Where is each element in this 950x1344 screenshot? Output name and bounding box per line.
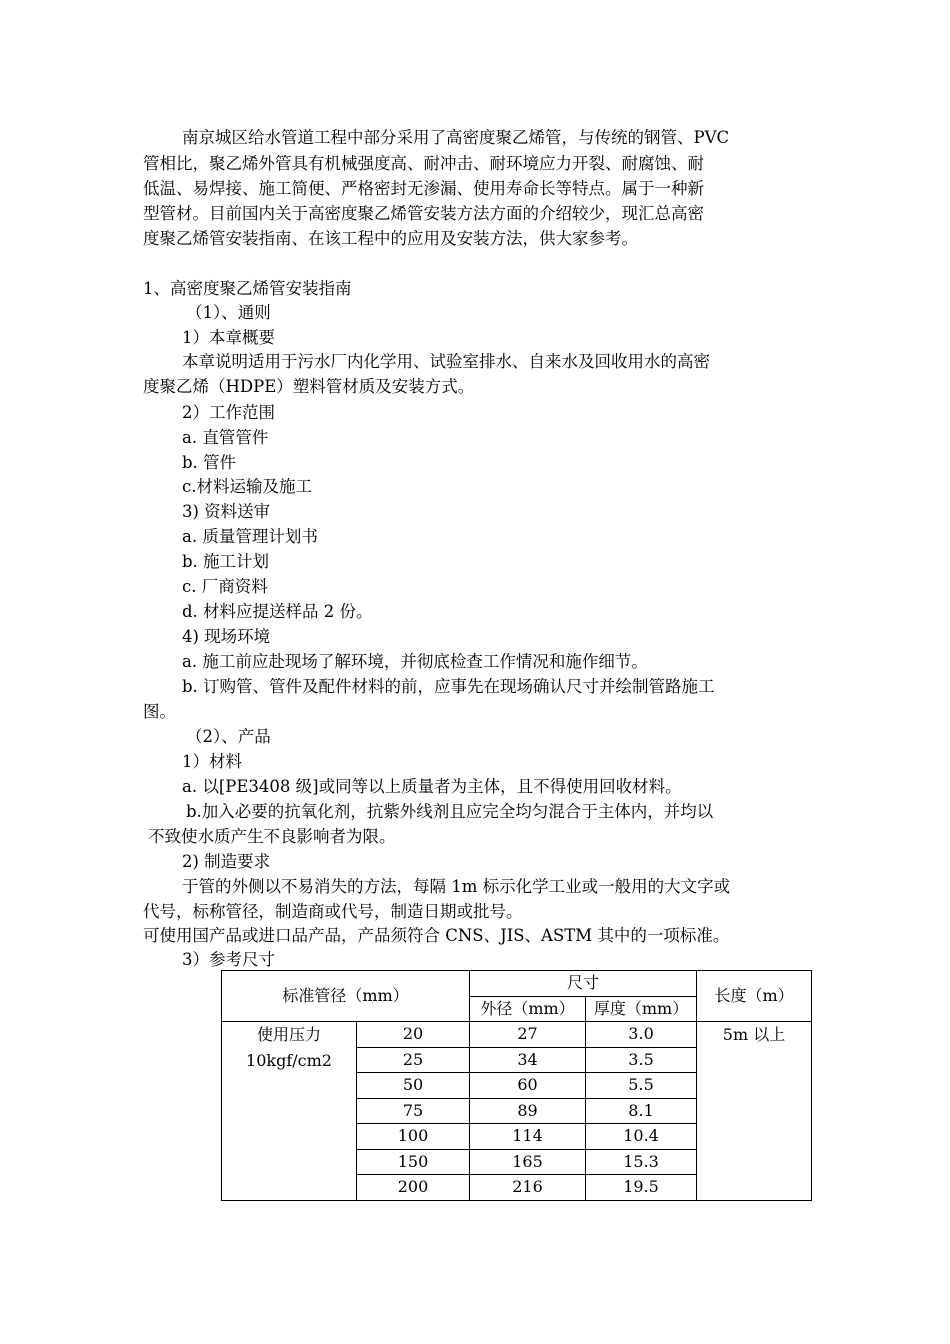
- cell-outer-diameter: 27: [470, 1022, 586, 1048]
- list-item: 不致使水质产生不良影响者为限。: [148, 827, 396, 846]
- cell-outer-diameter: 60: [470, 1073, 586, 1099]
- body-line: 代号，标称管径，制造商或代号，制造日期或批号。: [143, 902, 523, 921]
- item-heading: 3）参考尺寸: [182, 950, 275, 969]
- cell-outer-diameter: 34: [470, 1047, 586, 1073]
- intro-line: 度聚乙烯管安装指南、在该工程中的应用及安装方法，供大家参考。: [143, 229, 638, 248]
- list-item: d. 材料应提送样品 2 份。: [182, 602, 373, 621]
- intro-line: 低温、易焊接、施工简便、严格密封无渗漏、使用寿命长等特点。属于一种新: [143, 179, 704, 198]
- reference-size-table: [221, 970, 812, 1201]
- cell-thickness: 3.5: [586, 1047, 697, 1073]
- cell-nominal-diameter: 25: [357, 1047, 470, 1073]
- item-heading: 4) 现场环境: [182, 627, 271, 646]
- intro-line: 型管材。目前国内关于高密度聚乙烯管安装方法方面的介绍较少，现汇总高密: [143, 204, 704, 223]
- list-item: a. 施工前应赴现场了解环境，并彻底检查工作情况和施作细节。: [182, 652, 648, 671]
- cell-thickness: 5.5: [586, 1073, 697, 1099]
- list-item: a. 以[PE3408 级]或同等以上质量者为主体，且不得使用回收材料。: [182, 777, 682, 796]
- cell-nominal-diameter: 50: [357, 1073, 470, 1099]
- intro-line: 南京城区给水管道工程中部分采用了高密度聚乙烯管，与传统的钢管、PVC: [182, 128, 730, 147]
- cell-nominal-diameter: 100: [357, 1124, 470, 1150]
- body-line: 于管的外侧以不易消失的方法，每隔 1m 标示化学工业或一般用的大文字或: [182, 877, 731, 896]
- list-item: b. 管件: [182, 453, 237, 472]
- pressure-value: 10kgf/cm2: [246, 1051, 332, 1070]
- list-item: a. 直管管件: [182, 428, 269, 447]
- item-heading: 2）工作范围: [182, 403, 275, 422]
- subsection-heading: （1）、通则: [186, 303, 271, 322]
- cell-nominal-diameter: 20: [357, 1022, 470, 1048]
- cell-thickness: 15.3: [586, 1149, 697, 1175]
- list-item: b. 订购管、管件及配件材料的前，应事先在现场确认尺寸并绘制管路施工: [182, 677, 715, 696]
- cell-outer-diameter: 89: [470, 1098, 586, 1124]
- pressure-label: 使用压力: [256, 1025, 321, 1044]
- list-item: b. 施工计划: [182, 552, 270, 571]
- intro-line: 管相比，聚乙烯外管具有机械强度高、耐冲击、耐环境应力开裂、耐腐蚀、耐: [143, 154, 704, 173]
- cell-thickness: 10.4: [586, 1124, 697, 1150]
- subsection-heading: （2）、产品: [186, 727, 271, 746]
- list-item: 图。: [143, 702, 176, 721]
- length-value-cell: 5m 以上: [697, 1022, 812, 1201]
- cell-outer-diameter: 165: [470, 1149, 586, 1175]
- header-nominal-diameter: 标准管径（mm）: [222, 971, 470, 1022]
- body-line: 本章说明适用于污水厂内化学用、试验室排水、自来水及回收用水的高密: [182, 352, 710, 371]
- cell-thickness: 3.0: [586, 1022, 697, 1048]
- pressure-label-cell: [222, 1022, 357, 1201]
- header-size: 尺寸: [470, 971, 697, 997]
- item-heading: 2) 制造要求: [182, 852, 271, 871]
- table-row: [222, 1022, 812, 1048]
- header-thickness: 厚度（mm）: [586, 996, 697, 1022]
- body-line: 可使用国产品或进口品产品，产品须符合 CNS、JIS、ASTM 其中的一项标准。: [143, 926, 730, 945]
- cell-outer-diameter: 114: [470, 1124, 586, 1150]
- list-item: c.材料运输及施工: [182, 477, 312, 496]
- item-heading: 1）本章概要: [182, 328, 275, 347]
- item-heading: 3) 资料送审: [182, 502, 271, 521]
- cell-outer-diameter: 216: [470, 1175, 586, 1201]
- header-outer-diameter: 外径（mm）: [470, 996, 586, 1022]
- list-item: b.加入必要的抗氧化剂，抗紫外线剂且应完全均匀混合于主体内，并均以: [186, 802, 714, 821]
- table-header-row: [222, 971, 812, 997]
- cell-thickness: 19.5: [586, 1175, 697, 1201]
- list-item: c. 厂商资料: [182, 577, 268, 596]
- cell-nominal-diameter: 200: [357, 1175, 470, 1201]
- list-item: a. 质量管理计划书: [182, 527, 318, 546]
- cell-thickness: 8.1: [586, 1098, 697, 1124]
- cell-nominal-diameter: 75: [357, 1098, 470, 1124]
- cell-nominal-diameter: 150: [357, 1149, 470, 1175]
- item-heading: 1）材料: [182, 752, 242, 771]
- section-heading: 1、高密度聚乙烯管安装指南: [143, 279, 352, 298]
- header-length: 长度（m）: [697, 971, 812, 1022]
- body-line: 度聚乙烯（HDPE）塑料管材质及安装方式。: [143, 377, 475, 396]
